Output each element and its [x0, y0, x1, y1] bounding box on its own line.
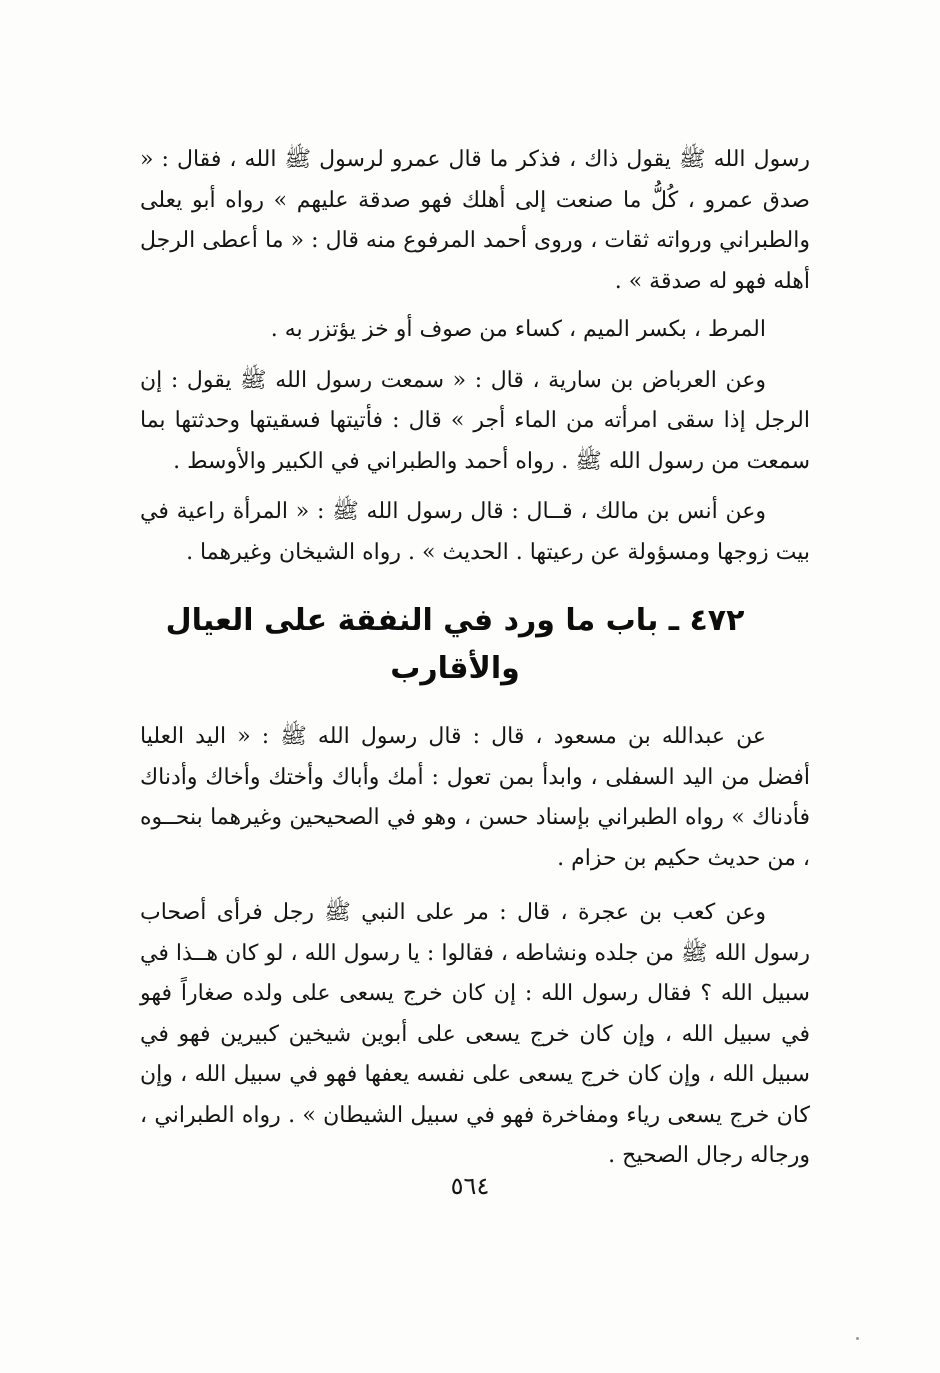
chapter-title: ٤٧٢ ـ باب ما ورد في النفقة على العيال والأقارب: [165, 603, 745, 686]
paragraph-footnote-mirt: المرط ، بكسر الميم ، كساء من صوف أو خز يؤتزر به .: [270, 317, 766, 342]
scan-speck: [856, 1337, 859, 1340]
paragraph-ibn-masud-hadith: عن عبدالله بن مسعود ، قال : قال رسول الله ﷺ : « اليد العليا أفضل من اليد السفلى ، وابدأ بمن تعول : أمك وأباك وأختك وأخاك وأدناك فأدناك » رواه الطبراني بإسناد حسن ، وهو في الصحيحين وغيرهما بنحــوه ، من حديث حكيم بن حزام .: [140, 724, 810, 871]
paragraph-kab-hadith: وعن كعب بن عجرة ، قال : مر على النبي ﷺ رجل فرأى أصحاب رسول الله ﷺ من جلده ونشاطه ، فقالوا : يا رسول الله ، لو كان هــذا في سبيل الله ؟ فقال رسول الله : إن كان خرج يسعى على ولده صغاراً فهو في سبيل الله ، وإن كان خرج يسعى على أبوين شيخين كبيرين فهو في سبيل الله ، وإن كان خرج يسعى على نفسه يعفها فهو في سبيل الله ، وإن كان خرج يسعى رياء ومفاخرة فهو في سبيل الشيطان » . رواه الطبراني ، ورجاله رجال الصحيح .: [140, 900, 810, 1168]
paragraph-continuation: رسول الله ﷺ يقول ذاك ، فذكر ما قال عمرو لرسول ﷺ الله ، فقال : « صدق عمرو ، كُلُّ ما صنعت إلى أهلك فهو صدقة عليهم » رواه أبو يعلى والطبراني ورواته ثقات ، وروى أحمد المرفوع منه قال : « ما أعطى الرجل أهله فهو له صدقة » .: [140, 147, 810, 294]
page-body: [140, 140, 810, 1177]
paragraph-anas-hadith: وعن أنس بن مالك ، قــال : قال رسول الله ﷺ : « المرأة راعية في بيت زوجها ومسؤولة عن رعيتها . الحديث » . رواه الشيخان وغيرهما .: [140, 499, 810, 565]
page-number: ٥٦٤: [450, 1172, 490, 1200]
paragraph-irbad-hadith: وعن العرباض بن سارية ، قال : « سمعت رسول الله ﷺ يقول : إن الرجل إذا سقى امرأته من الماء أجر » قال : فأتيتها فسقيتها وحدثتها بما سمعت من رسول الله ﷺ . رواه أحمد والطبراني في الكبير والأوسط .: [140, 367, 810, 474]
